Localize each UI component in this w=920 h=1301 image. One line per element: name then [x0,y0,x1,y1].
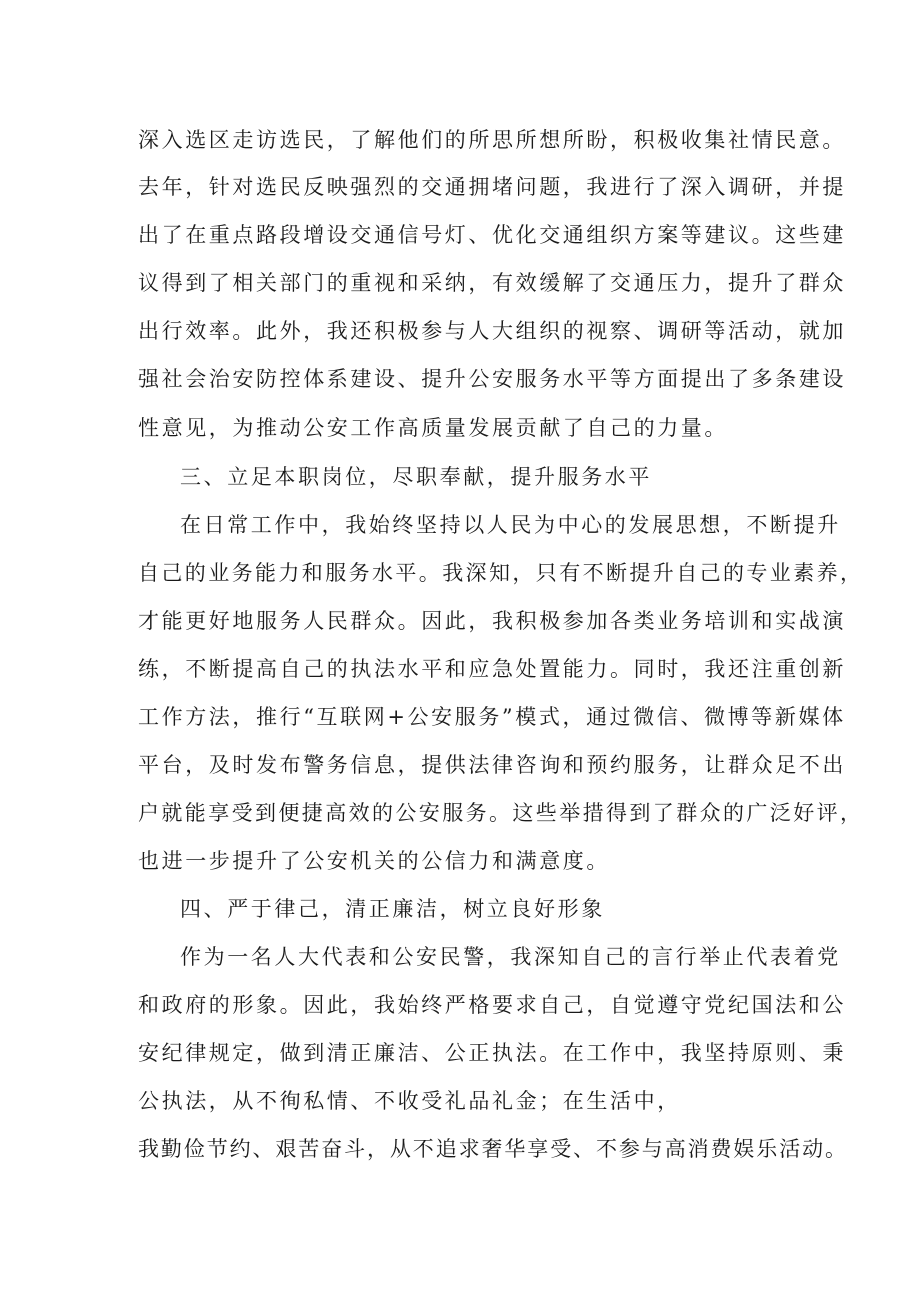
paragraph-line: 作为一名人大代表和公安民警，我深知自己的言行举止代表着党 [180,945,841,969]
paragraph-line: 去年，针对选民反映强烈的交通拥堵问题，我进行了深入调研，并提 [138,175,846,199]
paragraph-line: 也进一步提升了公安机关的公信力和满意度。 [138,849,610,873]
paragraph-line: 户就能享受到便捷高效的公安服务。这些举措得到了群众的广泛好评， [138,801,864,825]
section-heading: 四、严于律己，清正廉洁，树立良好形象 [180,897,605,921]
paragraph-line: 公执法，从不徇私情、不收受礼品礼金；在生活中， [138,1089,681,1113]
paragraph-line: 和政府的形象。因此，我始终严格要求自己，自觉遵守党纪国法和公 [138,993,846,1017]
paragraph-line: 安纪律规定，做到清正廉洁、公正执法。在工作中，我坚持原则、秉 [138,1041,846,1065]
paragraph-line: 在日常工作中，我始终坚持以人民为中心的发展思想，不断提升 [180,513,841,537]
paragraph-line: 自己的业务能力和服务水平。我深知，只有不断提升自己的专业素养， [138,561,864,585]
paragraph-line: 深入选区走访选民，了解他们的所思所想所盼，积极收集社情民意。 [138,128,846,152]
paragraph-line: 才能更好地服务人民群众。因此，我积极参加各类业务培训和实战演 [138,609,846,633]
section-heading: 三、立足本职岗位，尽职奉献，提升服务水平 [180,465,652,489]
paragraph-line: 出行效率。此外，我还积极参与人大组织的视察、调研等活动，就加 [138,319,846,343]
paragraph-line: 强社会治安防控体系建设、提升公安服务水平等方面提出了多条建设 [138,367,846,391]
paragraph-line: 出了在重点路段增设交通信号灯、优化交通组织方案等建议。这些建 [138,223,846,247]
paragraph-line: 练，不断提高自己的执法水平和应急处置能力。同时，我还注重创新 [138,657,846,681]
paragraph-line: 工作方法，推行“互联网+公安服务”模式，通过微信、微博等新媒体 [138,705,846,729]
paragraph-line: 平台，及时发布警务信息，提供法律咨询和预约服务，让群众足不出 [138,753,846,777]
paragraph-line: 议得到了相关部门的重视和采纳，有效缓解了交通压力，提升了群众 [138,271,846,295]
paragraph-line: 性意见，为推动公安工作高质量发展贡献了自己的力量。 [138,416,728,440]
paragraph-line: 我勤俭节约、艰苦奋斗，从不追求奢华享受、不参与高消费娱乐活动。 [138,1137,848,1161]
